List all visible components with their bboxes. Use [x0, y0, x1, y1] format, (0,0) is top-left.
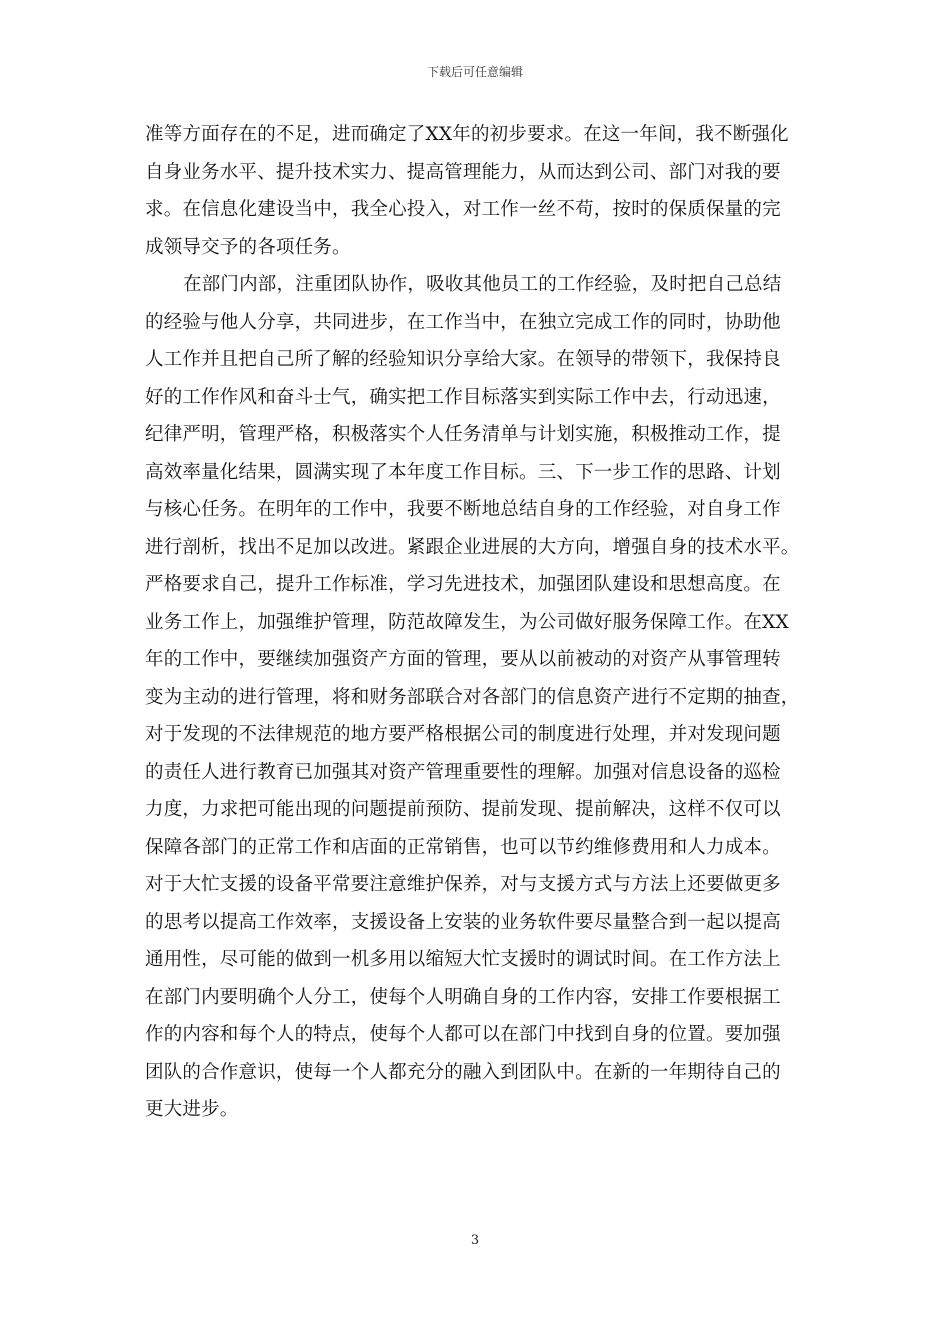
- text-line: 严格要求自己，提升工作标准，学习先进技术，加强团队建设和思想高度。在: [145, 574, 781, 595]
- page-header: 下载后可任意编辑: [426, 65, 523, 79]
- text-line: 变为主动的进行管理，将和财务部联合对各部门的信息资产进行不定期的抽查，: [145, 686, 800, 708]
- text-line: 与核心任务。在明年的工作中，我要不断地总结自身的工作经验，对自身工作: [145, 499, 781, 520]
- text-line: 在部门内部，注重团队协作，吸收其他员工的工作经验，及时把自己总结: [183, 274, 782, 295]
- text-line: 对于大忙支援的设备平常要注意维护保养，对与支援方式与方法上还要做更多: [145, 874, 781, 895]
- text-line: 的责任人进行教育已加强其对资产管理重要性的理解。加强对信息设备的巡检: [145, 761, 781, 783]
- text-line: 的经验与他人分享，共同进步，在工作当中，在独立完成工作的同时，协助他: [145, 311, 781, 333]
- page-number: 3: [470, 1233, 480, 1248]
- text-line: 成领导交予的各项任务。: [145, 236, 351, 258]
- text-line: 作的内容和每个人的特点，使每个人都可以在部门中找到自身的位置。要加强: [145, 1024, 781, 1045]
- text-line: 纪律严明，管理严格，积极落实个人任务清单与计划实施，积极推动工作，提: [145, 424, 781, 445]
- text-line: 力度，力求把可能出现的问题提前预防、提前发现、提前解决，这样不仅可以: [145, 799, 781, 820]
- text-line: 求。在信息化建设当中，我全心投入，对工作一丝不苟，按时的保质保量的完: [145, 199, 781, 220]
- text-line: 人工作并且把自己所了解的经验知识分享给大家。在领导的带领下，我保持良: [145, 349, 781, 370]
- text-line: 保障各部门的正常工作和店面的正常销售，也可以节约维修费用和人力成本。: [145, 836, 781, 858]
- text-line: 进行剖析，找出不足加以改进。紧跟企业进展的大方向，增强自身的技术水平。: [145, 536, 800, 558]
- text-line: 的思考以提高工作效率，支援设备上安装的业务软件要尽量整合到一起以提高: [145, 911, 781, 933]
- text-line: 准等方面存在的不足，进而确定了XX年的初步要求。在这一年间，我不断强化: [145, 124, 789, 145]
- text-line: 高效率量化结果，圆满实现了本年度工作目标。三、下一步工作的思路、计划: [145, 461, 781, 483]
- text-line: 好的工作作风和奋斗士气，确实把工作目标落实到实际工作中去，行动迅速，: [145, 386, 781, 408]
- text-line: 团队的合作意识，使每一个人都充分的融入到团队中。在新的一年期待自己的: [145, 1061, 781, 1083]
- text-line: 通用性，尽可能的做到一机多用以缩短大忙支援时的调试时间。在工作方法上: [145, 949, 781, 970]
- text-line: 对于发现的不法律规范的地方要严格根据公司的制度进行处理，并对发现问题: [145, 724, 781, 745]
- body-text: [145, 116, 809, 1129]
- text-line: 更大进步。: [145, 1099, 239, 1120]
- text-line: 自身业务水平、提升技术实力、提高管理能力，从而达到公司、部门对我的要: [145, 161, 781, 183]
- text-line: 年的工作中，要继续加强资产方面的管理，要从以前被动的对资产从事管理转: [145, 649, 781, 670]
- text-line: 业务工作上，加强维护管理，防范故障发生，为公司做好服务保障工作。在XX: [145, 611, 789, 633]
- text-line: 在部门内要明确个人分工，使每个人明确自身的工作内容，安排工作要根据工: [145, 986, 781, 1008]
